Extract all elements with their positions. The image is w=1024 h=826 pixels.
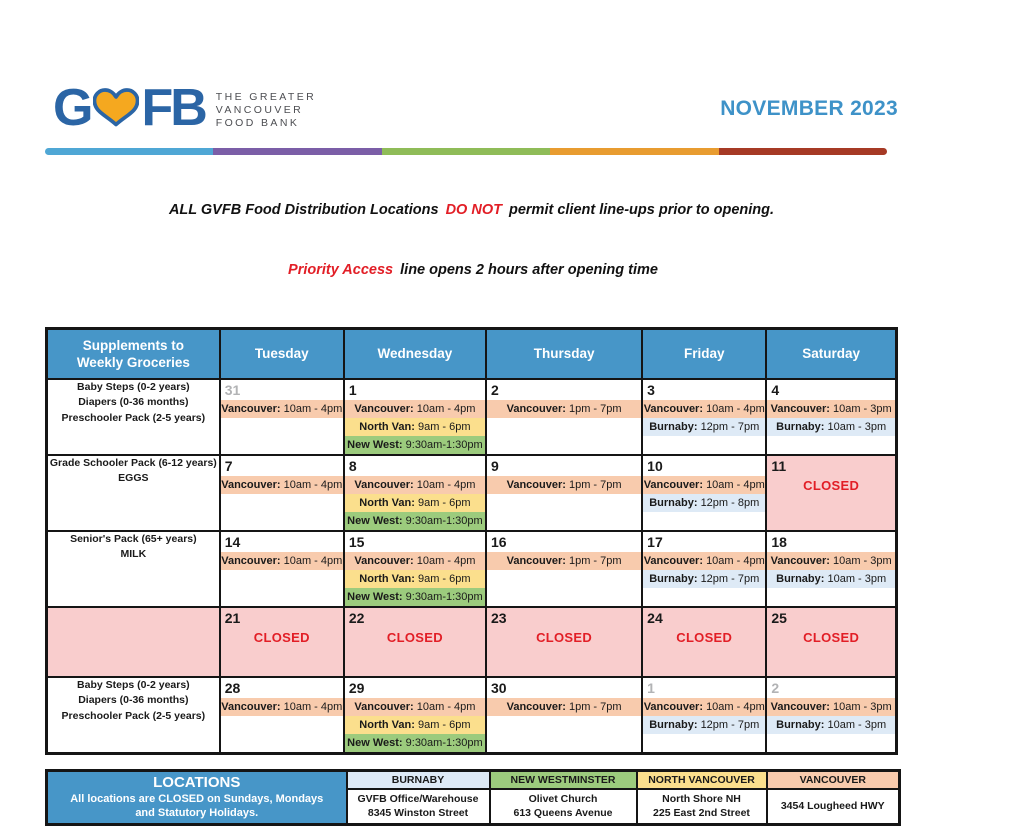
slot-location: North Van: [359,497,418,509]
time-slot-vancouver [487,400,641,418]
date-number: 4 [767,380,895,400]
time-slot-vancouver [345,552,485,570]
calendar-body [47,379,897,754]
time-slot-vancouver [487,476,641,494]
row-label-line: Baby Steps (0-2 years) [48,678,219,694]
time-slot-vancouver [767,552,895,570]
day-cell [486,379,642,455]
slot-location: Vancouver: [354,403,416,415]
day-cell [486,531,642,607]
row-label-line: EGGS [48,471,219,487]
locations-subtitle: All locations are CLOSED on Sundays, Mondays and Statutory Holidays. [48,792,346,820]
date-number: 2 [487,380,641,400]
day-cell [642,607,766,677]
day-cell [766,379,896,455]
day-cell [344,455,486,531]
time-slot-vancouver [345,698,485,716]
time-slot-burnaby [643,716,765,734]
date-number: 11 [767,456,895,476]
time-slot-newwest [345,734,485,752]
slot-time: 9:30am-1:30pm [406,439,483,451]
day-cell [344,607,486,677]
slot-time: 10am - 4pm [284,403,343,415]
day-cell [220,607,344,677]
slot-time: 9am - 6pm [418,497,471,509]
slot-time: 10am - 4pm [284,701,343,713]
slot-location: Vancouver: [644,403,706,415]
location-address-line: 613 Queens Avenue [491,806,636,820]
slot-time: 10am - 4pm [417,403,476,415]
date-number: 9 [487,456,641,476]
corner-header [47,329,220,379]
locations-title: LOCATIONS [48,774,346,792]
day-header-wednesday: Wednesday [344,329,486,379]
time-slot-newwest [345,436,485,454]
day-cell [642,455,766,531]
slot-location: Vancouver: [771,403,833,415]
location-address-line: 225 East 2nd Street [638,806,766,820]
slot-time: 10am - 3pm [827,719,886,731]
slot-time: 1pm - 7pm [569,479,622,491]
slot-time: 10am - 3pm [827,421,886,433]
row-label-line: Diapers (0-36 months) [48,693,219,709]
tagline-line: THE GREATER [216,91,316,104]
slot-time: 10am - 3pm [833,403,892,415]
date-number: 16 [487,532,641,552]
slot-time: 9am - 6pm [418,421,471,433]
closed-label: CLOSED [643,628,765,647]
notice-text-part: permit client line-ups prior to opening. [505,202,774,218]
slot-time: 12pm - 7pm [701,421,760,433]
day-cell [642,531,766,607]
day-cell [220,677,344,754]
notice-text-part: ALL GVFB Food Distribution Locations [169,202,443,218]
time-slot-vancouver [643,476,765,494]
time-slot-vancouver [643,552,765,570]
time-slot-burnaby [643,418,765,436]
time-slot-vancouver [221,400,343,418]
slot-location: Vancouver: [644,479,706,491]
date-number: 10 [643,456,765,476]
time-slot-vancouver [345,400,485,418]
row-label-line: Grade Schooler Pack (6-12 years) [48,456,219,472]
slot-location: Vancouver: [221,479,283,491]
slot-location: Burnaby: [649,497,700,509]
closed-label: CLOSED [767,476,895,495]
date-number: 28 [221,678,343,698]
date-number: 3 [643,380,765,400]
slot-location: Burnaby: [776,573,827,585]
time-slot-vancouver [221,476,343,494]
slot-location: Vancouver: [221,403,283,415]
slot-time: 12pm - 7pm [701,573,760,585]
date-number: 2 [767,678,895,698]
slot-time: 10am - 4pm [284,555,343,567]
time-slot-vancouver [221,552,343,570]
day-cell [344,379,486,455]
time-slot-burnaby [767,418,895,436]
time-slot-vancouver [345,476,485,494]
slot-time: 1pm - 7pm [569,701,622,713]
slot-location: New West: [347,439,405,451]
slot-location: Vancouver: [507,701,569,713]
heart-icon [93,87,139,129]
date-number: 30 [487,678,641,698]
date-number: 14 [221,532,343,552]
day-cell [766,531,896,607]
slot-location: New West: [347,515,405,527]
slot-time: 10am - 4pm [417,701,476,713]
slot-location: New West: [347,737,405,749]
locations-table [45,769,901,826]
slot-time: 10am - 3pm [833,701,892,713]
date-number: 22 [345,608,485,628]
date-number: 15 [345,532,485,552]
slot-time: 10am - 4pm [284,479,343,491]
calendar-week-row [47,607,897,677]
location-column-header: VANCOUVER [767,770,900,789]
slot-location: Burnaby: [776,719,827,731]
time-slot-vancouver [767,698,895,716]
slot-time: 10am - 4pm [706,403,765,415]
slot-time: 10am - 4pm [706,701,765,713]
bar-segment-green [382,148,550,155]
day-header-thursday: Thursday [486,329,642,379]
notice-priority-access: Priority Access [285,262,396,278]
day-cell [486,677,642,754]
location-address-line: 3454 Lougheed HWY [768,799,899,813]
corner-header-line: Supplements to [48,337,219,354]
day-cell [220,455,344,531]
day-header-tuesday: Tuesday [220,329,344,379]
slot-time: 10am - 4pm [706,555,765,567]
closed-label: CLOSED [487,628,641,647]
slot-time: 9am - 6pm [418,573,471,585]
day-cell [642,379,766,455]
day-cell [766,607,896,677]
date-number: 18 [767,532,895,552]
date-number: 23 [487,608,641,628]
bar-segment-blue [45,148,213,155]
row-label [47,607,220,677]
slot-location: Vancouver: [507,403,569,415]
location-address-line: Olivet Church [491,792,636,806]
date-number: 21 [221,608,343,628]
slot-location: New West: [347,591,405,603]
slot-location: Vancouver: [221,701,283,713]
slot-time: 10am - 4pm [417,479,476,491]
time-slot-burnaby [767,716,895,734]
top-header [45,84,898,136]
slot-location: Vancouver: [354,479,416,491]
row-label-line: Preschooler Pack (2-5 years) [48,411,219,427]
notice-line-1 [45,200,898,220]
location-address-line: 8345 Winston Street [348,806,489,820]
row-label-line: Senior's Pack (65+ years) [48,532,219,548]
closed-label: CLOSED [345,628,485,647]
slot-time: 1pm - 7pm [569,555,622,567]
slot-location: Vancouver: [771,701,833,713]
locations-header-row [47,770,900,789]
time-slot-vancouver [487,698,641,716]
location-column-header: NEW WESTMINSTER [490,770,637,789]
slot-location: Vancouver: [221,555,283,567]
location-address [767,789,900,825]
notice-do-not: DO NOT [443,202,505,218]
day-cell [220,531,344,607]
location-column-header: BURNABY [347,770,490,789]
time-slot-northvan [345,570,485,588]
slot-location: Vancouver: [644,701,706,713]
slot-location: Burnaby: [649,421,700,433]
notice-line-2 [45,260,898,280]
time-slot-northvan [345,418,485,436]
day-header-friday: Friday [642,329,766,379]
calendar-header-row [47,329,897,379]
slot-location: Vancouver: [354,555,416,567]
gvfb-logo [53,84,316,132]
closed-label: CLOSED [221,628,343,647]
row-label-line: Preschooler Pack (2-5 years) [48,709,219,725]
logo-letters-fb: FB [141,84,204,132]
logo-letter-g: G [53,84,90,132]
tagline-line: VANCOUVER [216,104,316,117]
slot-location: North Van: [359,719,418,731]
location-address-line: GVFB Office/Warehouse [348,792,489,806]
row-label-line: Baby Steps (0-2 years) [48,380,219,396]
notice-text [45,160,898,320]
time-slot-vancouver [767,400,895,418]
locations-info-panel [47,770,347,825]
slot-time: 9:30am-1:30pm [406,515,483,527]
time-slot-newwest [345,512,485,530]
location-address-line: North Shore NH [638,792,766,806]
month-title: NOVEMBER 2023 [720,97,898,121]
time-slot-burnaby [643,570,765,588]
bar-segment-orange [550,148,718,155]
slot-time: 10am - 3pm [833,555,892,567]
slot-time: 9:30am-1:30pm [406,737,483,749]
closed-label: CLOSED [767,628,895,647]
decorative-color-bar [45,148,887,155]
date-number: 1 [345,380,485,400]
slot-location: Vancouver: [644,555,706,567]
time-slot-vancouver [643,400,765,418]
day-cell [486,607,642,677]
slot-time: 12pm - 7pm [701,719,760,731]
day-header-saturday: Saturday [766,329,896,379]
row-label [47,677,220,754]
notice-text-part: line opens 2 hours after opening time [396,262,658,278]
time-slot-burnaby [643,494,765,512]
day-cell [766,677,896,754]
slot-time: 9:30am-1:30pm [406,591,483,603]
time-slot-vancouver [643,698,765,716]
bar-segment-purple [213,148,381,155]
time-slot-vancouver [221,698,343,716]
location-address [347,789,490,825]
calendar-week-row [47,677,897,754]
day-cell [344,531,486,607]
location-address [490,789,637,825]
slot-time: 10am - 3pm [827,573,886,585]
calendar-table [45,327,898,755]
row-label-line: Diapers (0-36 months) [48,395,219,411]
day-cell [486,455,642,531]
calendar-week-row [47,455,897,531]
day-cell [642,677,766,754]
date-number: 7 [221,456,343,476]
slot-time: 9am - 6pm [418,719,471,731]
time-slot-newwest [345,588,485,606]
calendar-week-row [47,531,897,607]
row-label [47,379,220,455]
row-label-line: MILK [48,547,219,563]
date-number: 29 [345,678,485,698]
slot-location: Vancouver: [354,701,416,713]
slot-location: Burnaby: [776,421,827,433]
time-slot-northvan [345,494,485,512]
row-label [47,455,220,531]
time-slot-vancouver [487,552,641,570]
time-slot-burnaby [767,570,895,588]
slot-time: 1pm - 7pm [569,403,622,415]
date-number: 24 [643,608,765,628]
slot-location: Vancouver: [507,555,569,567]
date-number: 8 [345,456,485,476]
calendar-week-row [47,379,897,455]
day-cell [344,677,486,754]
location-address [637,789,767,825]
logo-tagline [216,91,316,130]
day-cell [766,455,896,531]
tagline-line: FOOD BANK [216,117,316,130]
time-slot-northvan [345,716,485,734]
slot-time: 12pm - 8pm [701,497,760,509]
slot-location: Burnaby: [649,719,700,731]
date-number: 31 [221,380,343,400]
day-cell [220,379,344,455]
slot-time: 10am - 4pm [706,479,765,491]
slot-location: Burnaby: [649,573,700,585]
location-column-header: NORTH VANCOUVER [637,770,767,789]
page [45,84,898,826]
bar-segment-darkred [719,148,887,155]
slot-location: North Van: [359,421,418,433]
row-label [47,531,220,607]
slot-location: Vancouver: [507,479,569,491]
slot-location: Vancouver: [771,555,833,567]
slot-location: North Van: [359,573,418,585]
slot-time: 10am - 4pm [417,555,476,567]
date-number: 17 [643,532,765,552]
corner-header-line: Weekly Groceries [48,354,219,371]
date-number: 1 [643,678,765,698]
date-number: 25 [767,608,895,628]
